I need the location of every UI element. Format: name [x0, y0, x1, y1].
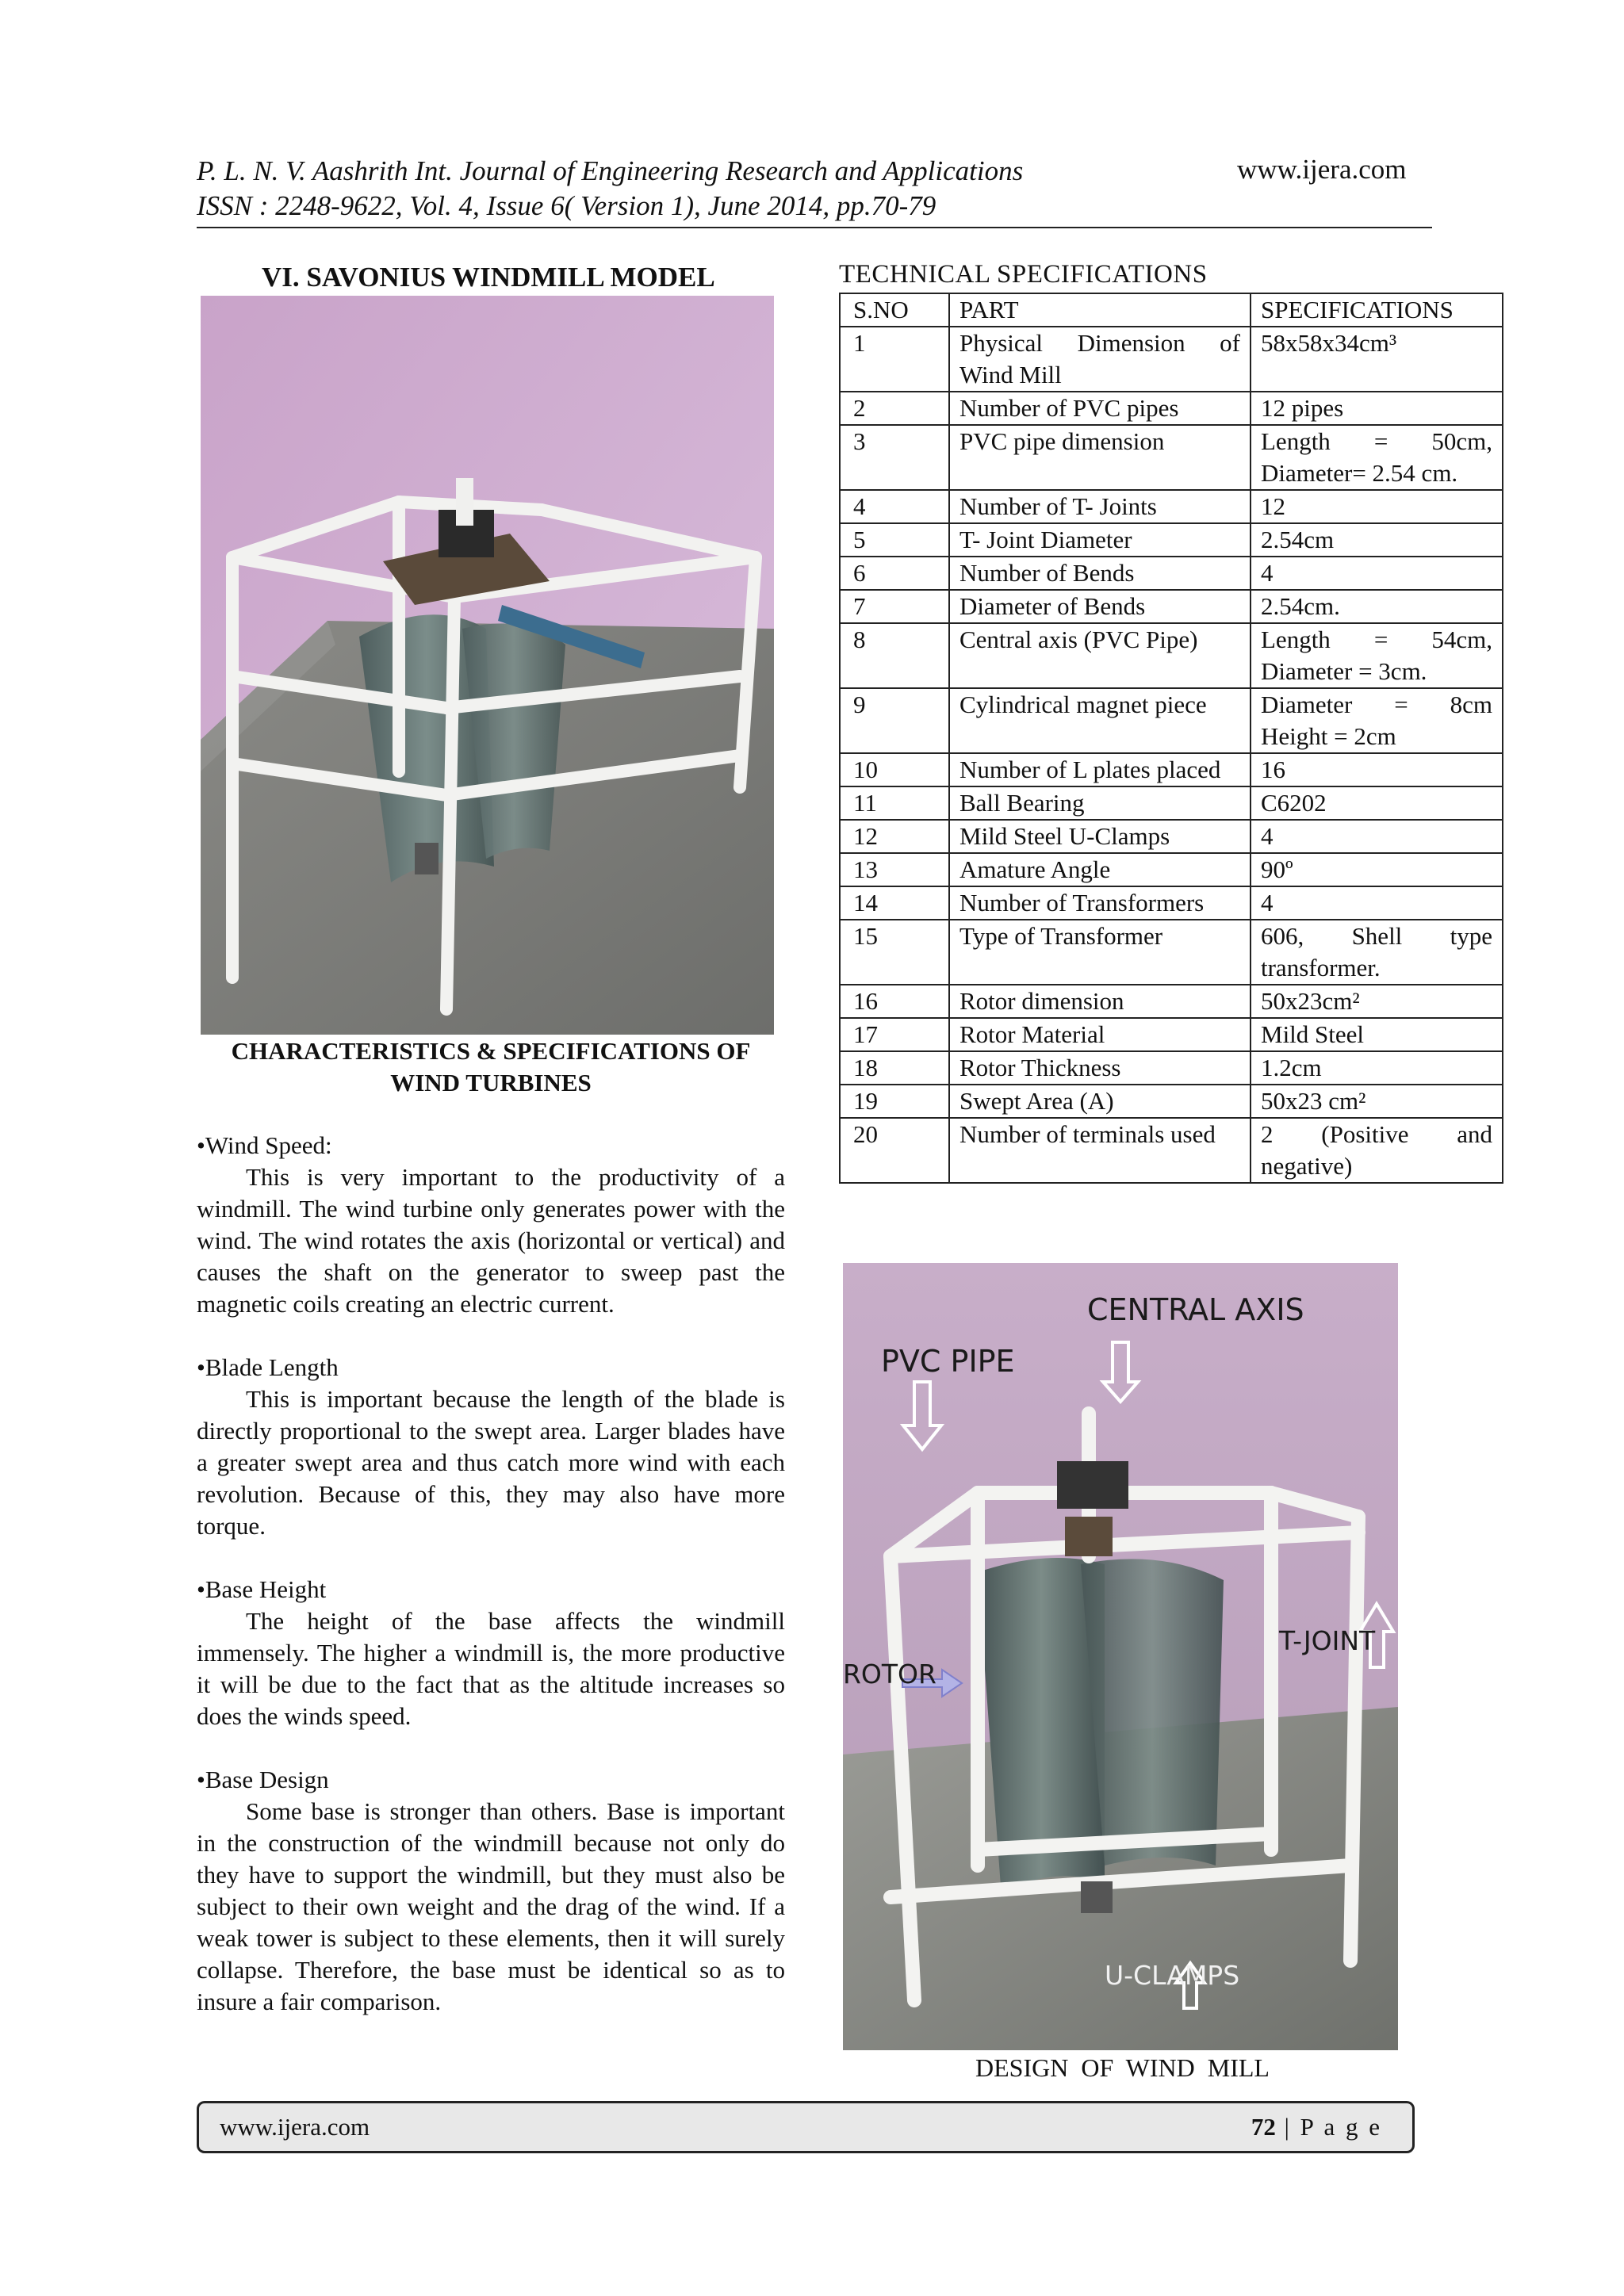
cell-part: Rotor Thickness: [949, 1051, 1251, 1085]
page-number: [1251, 2113, 1382, 2141]
cell-specification: 12: [1251, 490, 1503, 523]
table-row: [840, 688, 1503, 753]
cell-sno: 16: [840, 985, 949, 1018]
design-figure: [843, 1263, 1398, 2050]
cell-part: Number of Bends: [949, 557, 1251, 590]
table-row: [840, 1085, 1503, 1118]
table-row: [840, 985, 1503, 1018]
cell-part: Number of T- Joints: [949, 490, 1251, 523]
table-row: [840, 920, 1503, 985]
paragraph-text: This is very important to the productivity of a windmill. The wind turbine only generates power with the wind. The wind rotates the axis (horizontal or vertical) and causes the shaft on the generator to sweep past the magnetic coils creating an electric current.: [197, 1163, 785, 1318]
cell-part: Amature Angle: [949, 853, 1251, 886]
table-row: [840, 853, 1503, 886]
page-footer: [197, 2101, 1415, 2153]
table-row: [840, 886, 1503, 920]
caption-line-2: WIND TURBINES: [390, 1069, 592, 1096]
table-row: [840, 425, 1503, 490]
cell-part: T- Joint Diameter: [949, 523, 1251, 557]
cell-sno: 2: [840, 392, 949, 425]
cell-part: Number of PVC pipes: [949, 392, 1251, 425]
table-header-row: [840, 293, 1503, 327]
table-row: [840, 753, 1503, 786]
table-title: TECHNICAL SPECIFICATIONS: [839, 260, 1208, 289]
cell-part: Number of L plates placed: [949, 753, 1251, 786]
cell-sno: 4: [840, 490, 949, 523]
cell-sno: 6: [840, 557, 949, 590]
journal-title: P. L. N. V. Aashrith Int. Journal of Engineering Research and Applications: [197, 155, 1024, 186]
cell-part: Swept Area (A): [949, 1085, 1251, 1118]
table-row: [840, 557, 1503, 590]
windmill-photo: [201, 296, 774, 1035]
cell-specification: Length = 54cm, Diameter = 3cm.: [1251, 623, 1503, 688]
cell-specification: 1.2cm: [1251, 1051, 1503, 1085]
cell-specification: 50x23 cm²: [1251, 1085, 1503, 1118]
cell-sno: 14: [840, 886, 949, 920]
cell-specification: Mild Steel: [1251, 1018, 1503, 1051]
cell-sno: 20: [840, 1118, 949, 1183]
cell-part: PVC pipe dimension: [949, 425, 1251, 490]
header-sno: S.NO: [840, 293, 949, 327]
cell-specification: Diameter = 8cm Height = 2cm: [1251, 688, 1503, 753]
header-url[interactable]: www.ijera.com: [1237, 154, 1407, 185]
cell-sno: 9: [840, 688, 949, 753]
cell-sno: 19: [840, 1085, 949, 1118]
paragraph-text: Some base is stronger than others. Base is important in the construction of the windmill because not only do they have to support the windmill, but they must also be subject to their own weight and the drag of the wind. If a weak tower is subject to these elements, then it will surely collapse. Therefore, the base must be identical so as to insure a fair comparison.: [197, 1797, 785, 2015]
cell-part: Type of Transformer: [949, 920, 1251, 985]
table-row: [840, 786, 1503, 820]
table-row: [840, 1051, 1503, 1085]
paragraph-wind-speed: [197, 1130, 785, 1320]
paragraph-text: This is important because the length of the blade is directly proportional to the swept area. Larger blades have a greater swept area and thus catch more wind with each revolution. Because of this, they may also have more torque.: [197, 1385, 785, 1540]
cell-specification: 2 (Positive and negative): [1251, 1118, 1503, 1183]
label-pvc-pipe: PVC PIPE: [881, 1344, 1015, 1379]
cell-sno: 8: [840, 623, 949, 688]
cell-sno: 15: [840, 920, 949, 985]
header-specifications: SPECIFICATIONS: [1251, 293, 1503, 327]
cell-part: Ball Bearing: [949, 786, 1251, 820]
label-t-joint: T-JOINT: [1279, 1625, 1376, 1656]
cell-sno: 3: [840, 425, 949, 490]
cell-part: Central axis (PVC Pipe): [949, 623, 1251, 688]
table-row: [840, 820, 1503, 853]
table-row: [840, 1018, 1503, 1051]
cell-sno: 13: [840, 853, 949, 886]
cell-part: Physical Dimension of Wind Mill: [949, 327, 1251, 392]
table-row: [840, 490, 1503, 523]
cell-specification: 90º: [1251, 853, 1503, 886]
paragraph-heading: •Base Design: [197, 1766, 329, 1793]
header-rule: [197, 227, 1432, 228]
cell-sno: 12: [840, 820, 949, 853]
cell-specification: 4: [1251, 886, 1503, 920]
table-row: [840, 523, 1503, 557]
cell-part: Cylindrical magnet piece: [949, 688, 1251, 753]
cell-specification: 2.54cm: [1251, 523, 1503, 557]
cell-sno: 17: [840, 1018, 949, 1051]
paragraph-heading: •Blade Length: [197, 1353, 339, 1381]
label-central-axis: CENTRAL AXIS: [1087, 1292, 1304, 1327]
paragraph-base-design: [197, 1764, 785, 2018]
paragraph-text: The height of the base affects the windmill immensely. The higher a windmill is, the more productive it will be due to the fact that as the altitude increases so does the winds speed.: [197, 1607, 785, 1730]
page-label: | P a g e: [1275, 2113, 1382, 2141]
paragraph-blade-length: [197, 1352, 785, 1542]
cell-part: Number of Transformers: [949, 886, 1251, 920]
cell-part: Diameter of Bends: [949, 590, 1251, 623]
caption-line-1: CHARACTERISTICS & SPECIFICATIONS OF: [231, 1037, 751, 1065]
body-text: [197, 1130, 785, 2049]
cell-specification: 606, Shell type transformer.: [1251, 920, 1503, 985]
table-row: [840, 327, 1503, 392]
page-number-value: 72: [1251, 2113, 1276, 2141]
paragraph-base-height: [197, 1574, 785, 1732]
cell-part: Number of terminals used: [949, 1118, 1251, 1183]
cell-specification: 58x58x34cm³: [1251, 327, 1503, 392]
cell-sno: 1: [840, 327, 949, 392]
cell-specification: 2.54cm.: [1251, 590, 1503, 623]
spec-table: [839, 293, 1503, 1184]
cell-part: Rotor Material: [949, 1018, 1251, 1051]
table-row: [840, 1118, 1503, 1183]
table-row: [840, 590, 1503, 623]
cell-part: Rotor dimension: [949, 985, 1251, 1018]
cell-specification: 12 pipes: [1251, 392, 1503, 425]
cell-specification: 4: [1251, 820, 1503, 853]
footer-url[interactable]: www.ijera.com: [220, 2113, 370, 2141]
label-rotor: ROTOR: [843, 1659, 936, 1689]
header-part: PART: [949, 293, 1251, 327]
figure-caption-heading: [197, 1035, 785, 1099]
issn-line: ISSN : 2248-9622, Vol. 4, Issue 6( Version 1), June 2014, pp.70-79: [197, 190, 936, 221]
cell-sno: 5: [840, 523, 949, 557]
table-row: [840, 623, 1503, 688]
cell-specification: 4: [1251, 557, 1503, 590]
cell-part: Mild Steel U-Clamps: [949, 820, 1251, 853]
figure-caption: DESIGN OF WIND MILL: [975, 2053, 1270, 2082]
paragraph-heading: •Wind Speed:: [197, 1131, 332, 1159]
cell-sno: 7: [840, 590, 949, 623]
cell-specification: C6202: [1251, 786, 1503, 820]
section-title: VI. SAVONIUS WINDMILL MODEL: [262, 262, 715, 293]
label-u-clamps: U-CLAMPS: [1105, 1960, 1240, 1991]
cell-sno: 10: [840, 753, 949, 786]
cell-sno: 11: [840, 786, 949, 820]
cell-specification: 50x23cm²: [1251, 985, 1503, 1018]
paragraph-heading: •Base Height: [197, 1575, 327, 1603]
table-row: [840, 392, 1503, 425]
cell-specification: 16: [1251, 753, 1503, 786]
cell-sno: 18: [840, 1051, 949, 1085]
cell-specification: Length = 50cm, Diameter= 2.54 cm.: [1251, 425, 1503, 490]
